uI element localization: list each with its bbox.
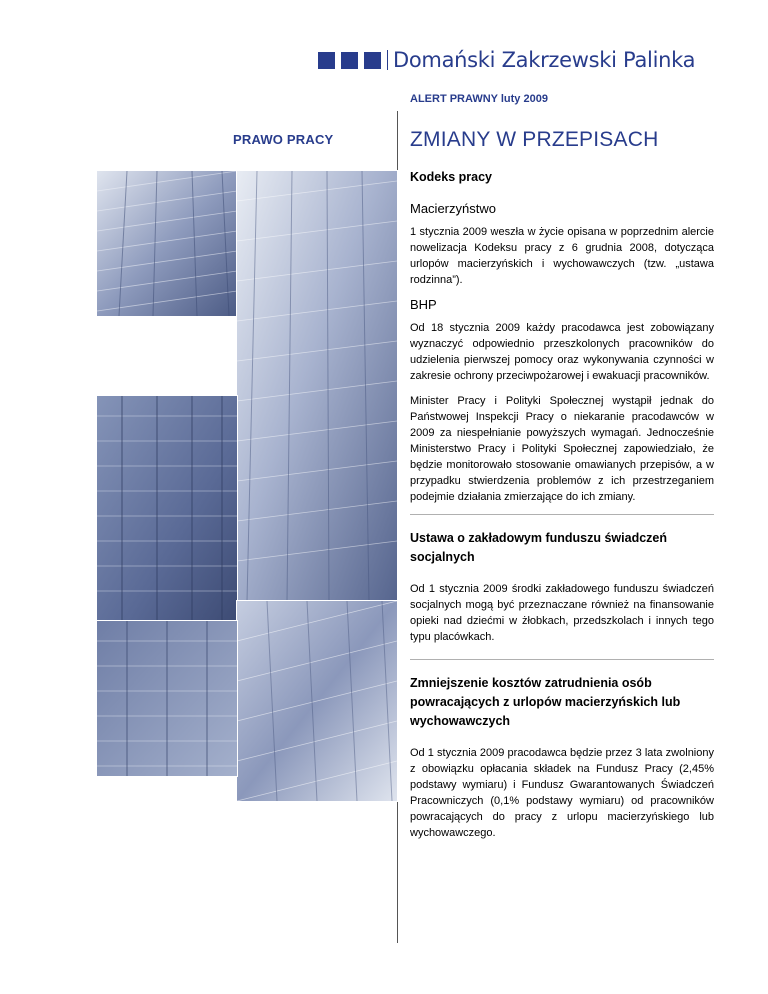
- section-heading-kodeks-pracy: Kodeks pracy: [410, 170, 492, 184]
- paragraph: Od 18 stycznia 2009 każdy pracodawca jest zobowiązany wyznaczyć odpowiednio przeszkolonych pracowników do udzielenia pierwszej pomocy oraz wykonywania czynności w zakresie ochrony przeciwpożarowej i ewakuacji pracowników.: [410, 322, 714, 382]
- building-photo-lower-left: [96, 620, 238, 777]
- article: [410, 128, 714, 850]
- section-divider: [410, 659, 714, 660]
- section-heading-zmniejszenie-kosztow: Zmniejszenie kosztów zatrudnienia osób powracających z urlopów macierzyńskich lub wychowawczych: [410, 676, 681, 728]
- logo-square-icon: [318, 52, 335, 69]
- building-photo-tall: [236, 170, 398, 602]
- paragraph: 1 stycznia 2009 weszła w życie opisana w poprzednim alercie nowelizacja Kodeksu pracy z 6 grudnia 2008, dotycząca urlopów macierzyńskich i wychowawczych (tzw. „ustawa rodzinna”).: [410, 226, 714, 286]
- building-photo-middle: [96, 395, 238, 622]
- subsection-heading-macierzynstwo: Macierzyństwo: [410, 201, 496, 216]
- firm-name: Domański Zakrzewski Palinka: [393, 48, 696, 72]
- building-photo-top: [96, 170, 238, 317]
- section-heading-zfss: Ustawa o zakładowym funduszu świadczeń socjalnych: [410, 531, 668, 564]
- logo-square-icon: [364, 52, 381, 69]
- section-divider: [410, 514, 714, 515]
- paragraph: Od 1 stycznia 2009 środki zakładowego funduszu świadczeń socjalnych mogą być przeznaczane również na finansowanie opieki nad dziećmi w żłobkach, przedszkolach i innych tego typu placówkach.: [410, 583, 714, 643]
- article-title: ZMIANY W PRZEPISACH: [410, 128, 659, 151]
- section-label: PRAWO PRACY: [233, 132, 334, 147]
- subsection-heading-bhp: BHP: [410, 297, 437, 312]
- alert-label: ALERT PRAWNY luty 2009: [410, 93, 548, 105]
- paragraph: Od 1 stycznia 2009 pracodawca będzie przez 3 lata zwolniony z obowiązku opłacania składek na Fundusz Pracy (2,45% podstawy wymiaru) i Fundusz Gwarantowanych Świadczeń Pracowniczych (0,1% podstawy wymiaru) od pracowników powracających do pracy z urlopu macierzyńskiego lub wychowawczego.: [410, 747, 714, 839]
- building-photo-bottom: [236, 600, 398, 802]
- firm-logo: [318, 48, 695, 72]
- logo-square-icon: [341, 52, 358, 69]
- paragraph: Minister Pracy i Polityki Społecznej wystąpił jednak do Państwowej Inspekcji Pracy o niekaranie pracodawców w 2009 za niespełnianie powyższych wymagań. Jednocześnie Ministerstwo Pracy i Polityki Społecznej zapowiedziało, że będzie monitorowało stosowanie omawianych przepisów, a w przypadku stwierdzenia problemów z ich przestrzeganiem podejmie działania zmierzające do ich zmiany.: [410, 395, 714, 503]
- logo-separator: [387, 50, 388, 70]
